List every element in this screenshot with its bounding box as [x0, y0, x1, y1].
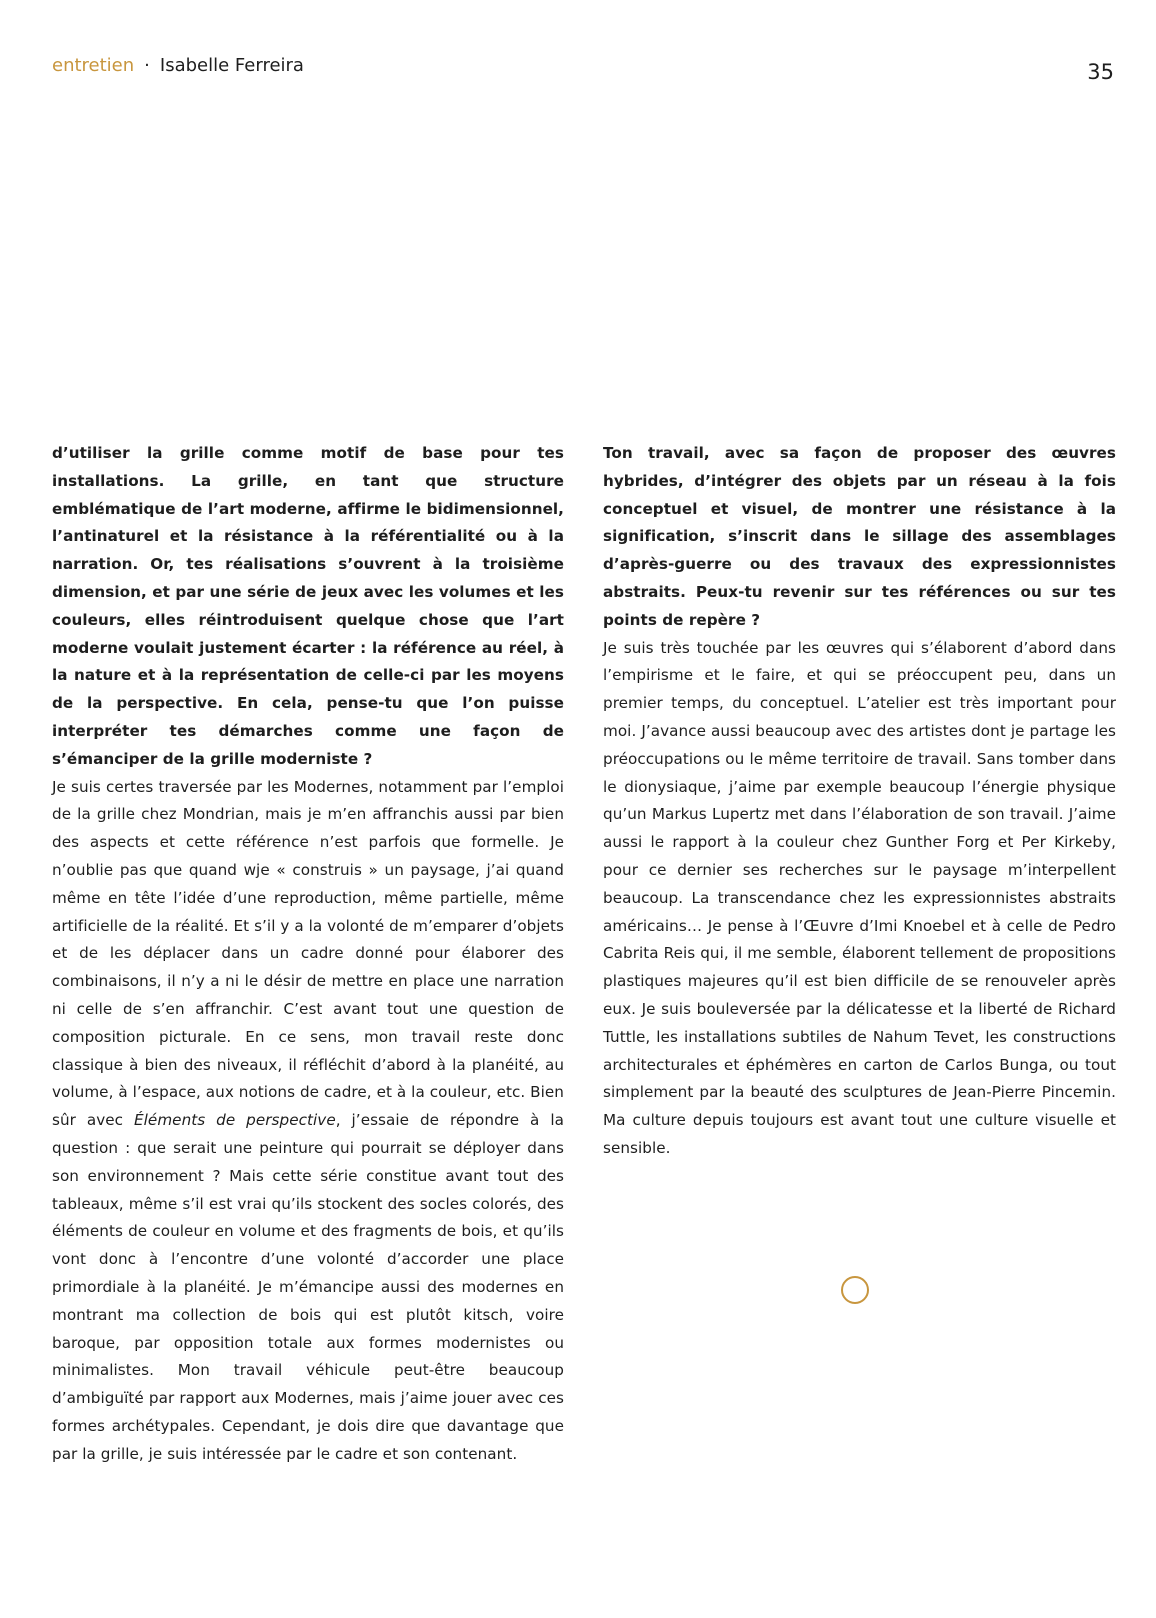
circle-ornament-icon: [841, 1276, 869, 1304]
author-name: Isabelle Ferreira: [159, 55, 304, 76]
right-column: [603, 440, 1116, 1163]
running-header: [52, 54, 304, 78]
interview-answer: [52, 774, 564, 1469]
section-label: entretien: [52, 55, 135, 76]
page-number: 35: [1087, 60, 1114, 84]
header-separator: ·: [144, 55, 150, 76]
artwork-title: Éléments de perspective: [134, 1111, 336, 1130]
answer-text: , j’essaie de répondre à la question : que serait une peinture qui pourrait se déployer dans son environnement ? Mais cette série constitue avant tout des tableaux, même s’il est vrai qu’ils stockent des socles colorés, des éléments de couleur en volume et des fragments de bois, et qu’ils vont donc à l’encontre d’une volonté d’accorder une place primordiale à la planéité. Je m’émancipe aussi des modernes en montrant ma collection de bois qui est plutôt kitsch, voire baroque, par opposition totale aux formes modernistes ou minimalistes. Mon travail véhicule peut-être beaucoup d’ambiguïté par rapport aux Modernes, mais j’aime jouer avec ces formes archétypales. Cependant, je dois dire que davantage que par la grille, je suis intéressée par le cadre et son contenant.: [52, 1111, 564, 1463]
answer-text: Je suis certes traversée par les Modernes, notamment par l’emploi de la grille chez Mondrian, mais je m’en affranchis aussi par bien des aspects et cette référence n’est parfois que formelle. Je n’oublie pas que quand wje « construis » un paysage, j’ai quand même en tête l’idée d’une reproduction, même partielle, même artificielle de la réalité. Et s’il y a la volonté de m’emparer d’objets et de les déplacer dans un cadre donné pour élaborer des combinaisons, il n’y a ni le désir de mettre en place une narration ni celle de s’en affranchir. C’est avant tout une question de composition picturale. En ce sens, mon travail reste donc classique à bien des niveaux, il réfléchit d’abord à la planéité, au volume, à l’espace, aux notions de cadre, et à la couleur, etc. Bien sûr avec: [52, 777, 564, 1130]
interview-answer: Je suis très touchée par les œuvres qui s’élaborent d’abord dans l’empirisme et le faire, et qui se préoccupent peu, dans un premier temps, du conceptuel. L’atelier est très important pour moi. J’avance aussi beaucoup avec des artistes dont je partage les préoccupations ou le même territoire de travail. Sans tomber dans le dionysiaque, j’aime par exemple beaucoup l’énergie physique qu’un Markus Lupertz met dans l’élaboration de son travail. J’aime aussi le rapport à la couleur chez Gunther Forg et Per Kirkeby, pour ce dernier ses recherches sur le paysage m’interpellent beaucoup. La transcendance chez les expressionnistes abstraits américains… Je pense à l’Œuvre d’Imi Knoebel et à celle de Pedro Cabrita Reis qui, il me semble, élaborent tellement de propositions plastiques majeures qu’il est bien difficile de se renouveler après eux. Je suis bouleversée par la délicatesse et la liberté de Richard Tuttle, les installations subtiles de Nahum Tevet, les constructions architecturales et éphémères en carton de Carlos Bunga, ou tout simplement par la beauté des sculptures de Jean-Pierre Pincemin. Ma culture depuis toujours est avant tout une culture visuelle et sensible.: [603, 638, 1116, 1157]
left-column: [52, 440, 564, 1468]
interview-question: d’utiliser la grille comme motif de base pour tes installations. La grille, en tant que structure emblématique de l’art moderne, affirme le bidimensionnel, l’antinaturel et la résistance à la référentialité ou à la narration. Or, tes réalisations s’ouvrent à la troisième dimension, et par une série de jeux avec les volumes et les couleurs, elles réintroduisent quelque chose que l’art moderne voulait justement écarter : la référence au réel, à la nature et à la représentation de celle-ci par les moyens de la perspective. En cela, pense-tu que l’on puisse interpréter tes démarches comme une façon de s’émanciper de la grille moderniste ?: [52, 444, 564, 768]
interview-question: Ton travail, avec sa façon de proposer des œuvres hybrides, d’intégrer des objets par un réseau à la fois conceptuel et visuel, de montrer une résistance à la signification, s’inscrit dans le sillage des assemblages d’après-guerre ou des travaux des expressionnistes abstraits. Peux-tu revenir sur tes références ou sur tes points de repère ?: [603, 444, 1116, 629]
